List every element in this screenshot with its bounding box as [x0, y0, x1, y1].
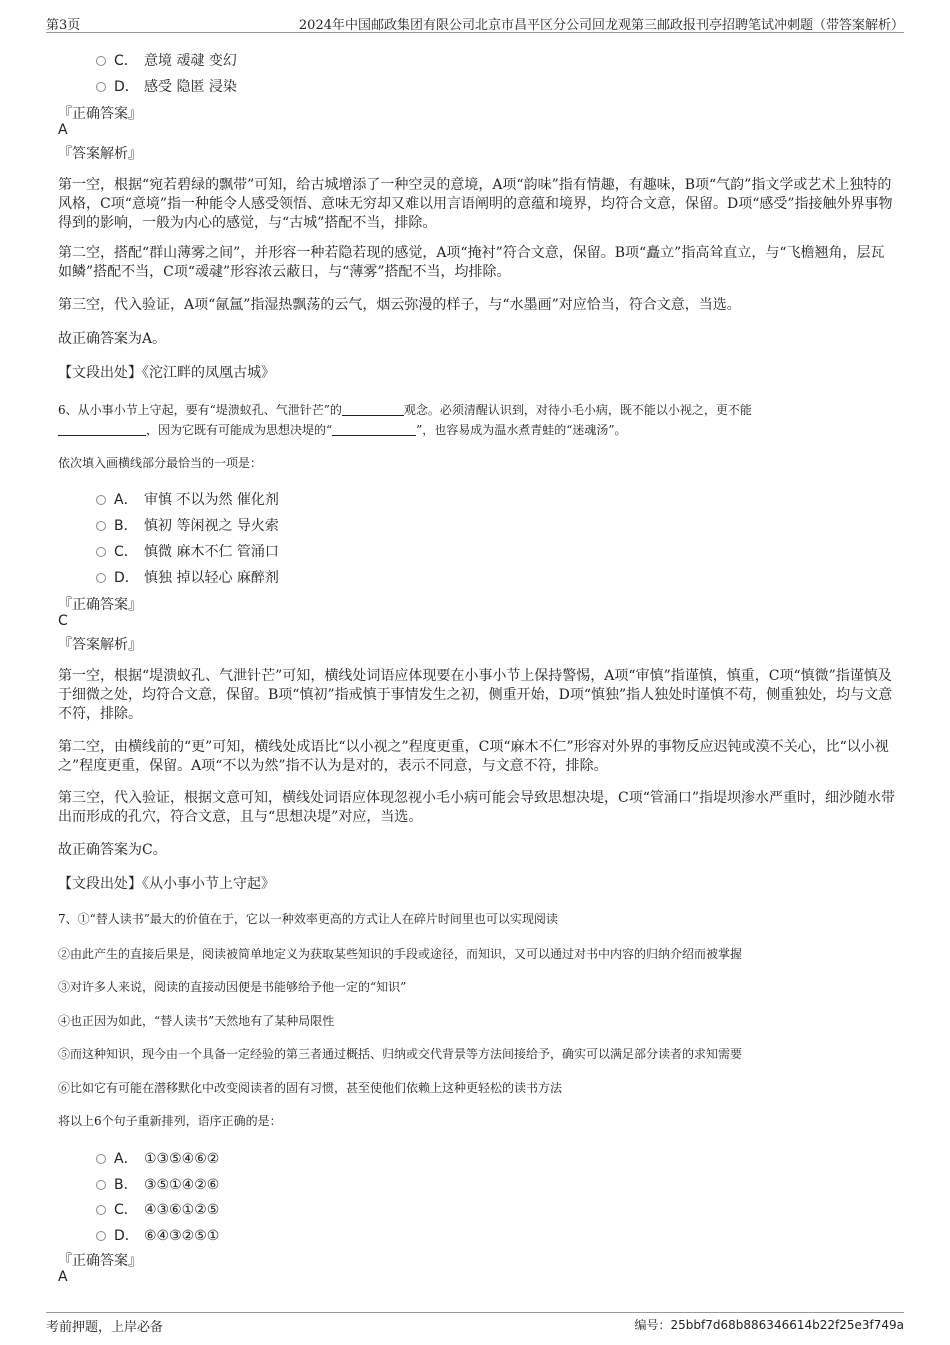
answer-tag: 『正确答案』 [58, 106, 142, 122]
radio-icon[interactable] [96, 1231, 106, 1241]
answer-value: C [58, 613, 68, 629]
analysis-tag: 『答案解析』 [58, 146, 142, 162]
question-sentence: ⑤而这种知识，现今由一个具备一定经验的第三者通过概括、归纳或交代背景等方法间接给予，确实可以满足部分读者的求知需要 [58, 1047, 743, 1061]
document-title: 2024年中国邮政集团有限公司北京市昌平区分公司回龙观第三邮政报刊亭招聘笔试冲刺题（带答案解析） [298, 18, 904, 33]
option-q6-d[interactable]: D． 慎独 掉以轻心 麻醉剂 [96, 567, 279, 587]
radio-icon[interactable] [96, 547, 106, 557]
option-q7-a[interactable]: A． ①③⑤④⑥② [96, 1148, 219, 1168]
radio-icon[interactable] [96, 82, 106, 92]
option-q6-a[interactable]: A． 审慎 不以为然 催化剂 [96, 489, 279, 509]
option-q5-d[interactable]: D． 感受 隐匿 浸染 [96, 76, 237, 96]
radio-icon[interactable] [96, 1154, 106, 1164]
answer-tag: 『正确答案』 [58, 1253, 142, 1269]
analysis-conclusion: 故正确答案为C。 [58, 842, 167, 858]
radio-icon[interactable] [96, 1180, 106, 1190]
answer-value: A [58, 1269, 68, 1285]
analysis-paragraph: 第三空，代入验证，A项“氤氲”指湿热飘荡的云气，烟云弥漫的样子，与“水墨画”对应恰当，符合文意，当选。 [58, 297, 741, 313]
question-sentence: ③对许多人来说，阅读的直接动因便是书能够给予他一定的“知识” [58, 980, 407, 994]
radio-icon[interactable] [96, 521, 106, 531]
question-instruction: 将以上6个句子重新排列，语序正确的是： [58, 1114, 282, 1128]
option-q7-b[interactable]: B． ③⑤①④②⑥ [96, 1174, 219, 1194]
page-header [46, 12, 904, 33]
blank-line [58, 423, 146, 436]
document-code: 编号：25bbf7d68b886346614b22f25e3f749a [634, 1318, 904, 1332]
radio-icon[interactable] [96, 573, 106, 583]
source-citation: 【文段出处】《沱江畔的凤凰古城》 [58, 365, 275, 381]
answer-value: A [58, 122, 68, 138]
blank-line [342, 403, 404, 416]
source-citation: 【文段出处】《从小事小节上守起》 [58, 876, 275, 892]
option-q6-b[interactable]: B． 慎初 等闲视之 导火索 [96, 515, 279, 535]
analysis-paragraph: 第二空，由横线前的“更”可知，横线处成语比“以小视之”程度更重，C项“麻木不仁”形容对外界的事物反应迟钝或漠不关心，比“以小视之”程度更重，保留。A项“不以为然”指不认为是对的，表示不同意，与文意不符，排除。 [58, 739, 889, 774]
question-sentence: ⑥比如它有可能在潜移默化中改变阅读者的固有习惯，甚至使他们依赖上这种更轻松的读书方法 [58, 1081, 563, 1095]
analysis-paragraph: 第二空，搭配“群山薄雾之间”，并形容一种若隐若现的感觉，A项“掩衬”符合文意，保留。B项“矗立”指高耸直立，与“飞檐翘角，层瓦如鳞”搭配不当，C项“叆叇”形容浓云蔽日，与“薄雾”搭配不当，均排除。 [58, 245, 885, 280]
question-stem: 6、从小事小节上守起，要有“堤溃蚁孔、气泄针芒”的 观念。必须清醒认识到，对待小毛小病，既不能以小视之，更不能 [58, 403, 752, 417]
option-q7-d[interactable]: D． ⑥④③②⑤① [96, 1225, 219, 1245]
analysis-paragraph: 第一空，根据“宛若碧绿的飘带”可知，给古城增添了一种空灵的意境，A项“韵味”指有情趣，有趣味，B项“气韵”指文学或艺术上独特的风格，C项“意境”指一种能令人感受领悟、意味无穷却又难以用言语阐明的意蕴和境界，均符合文意，保留。D项“感受”指接触外界事物得到的影响，一般为内心的感觉，与“古城”搭配不当，排除。 [58, 177, 893, 231]
question-sentence: 7、①“替人读书”最大的价值在于，它以一种效率更高的方式让人在碎片时间里也可以实现阅读 [58, 912, 558, 926]
footer-slogan: 考前押题，上岸必备 [46, 1320, 164, 1335]
analysis-conclusion: 故正确答案为A。 [58, 331, 167, 347]
answer-tag: 『正确答案』 [58, 597, 142, 613]
page-number: 第3页 [46, 18, 81, 33]
question-sentence: ②由此产生的直接后果是，阅读被简单地定义为获取某些知识的手段或途径，而知识，又可以通过对书中内容的归纳介绍而被掌握 [58, 947, 743, 961]
question-sentence: ④也正因为如此，“替人读书”天然地有了某种局限性 [58, 1014, 335, 1028]
option-q6-c[interactable]: C． 慎微 麻木不仁 管涌口 [96, 541, 279, 561]
page-footer [46, 1312, 904, 1335]
option-q7-c[interactable]: C． ④③⑥①②⑤ [96, 1199, 219, 1219]
analysis-paragraph: 第一空，根据“堤溃蚁孔、气泄针芒”可知，横线处词语应体现要在小事小节上保持警惕，A项“审慎”指谨慎，慎重，C项“慎微”指谨慎及于细微之处，均符合文意，保留。B项“慎初”指戒慎于事情发生之初，侧重开始，D项“慎独”指人独处时谨慎不苟，侧重独处，均与文意不符，排除。 [58, 668, 893, 722]
question-instruction: 依次填入画横线部分最恰当的一项是： [58, 456, 263, 470]
analysis-tag: 『答案解析』 [58, 637, 142, 653]
radio-icon[interactable] [96, 495, 106, 505]
blank-line [332, 423, 416, 436]
question-stem-continued: ，因为它既有可能成为思想决堤的“ ”，也容易成为温水煮青蛙的“迷魂汤”。 [58, 421, 627, 438]
radio-icon[interactable] [96, 1205, 106, 1215]
option-q5-c[interactable]: C． 意境 叆叇 变幻 [96, 50, 237, 70]
radio-icon[interactable] [96, 56, 106, 66]
analysis-paragraph: 第三空，代入验证，根据文意可知，横线处词语应体现忽视小毛小病可能会导致思想决堤，C项“管涌口”指堤坝渗水严重时，细沙随水带出而形成的孔穴，符合文意，且与“思想决堤”对应，当选。 [58, 790, 896, 825]
